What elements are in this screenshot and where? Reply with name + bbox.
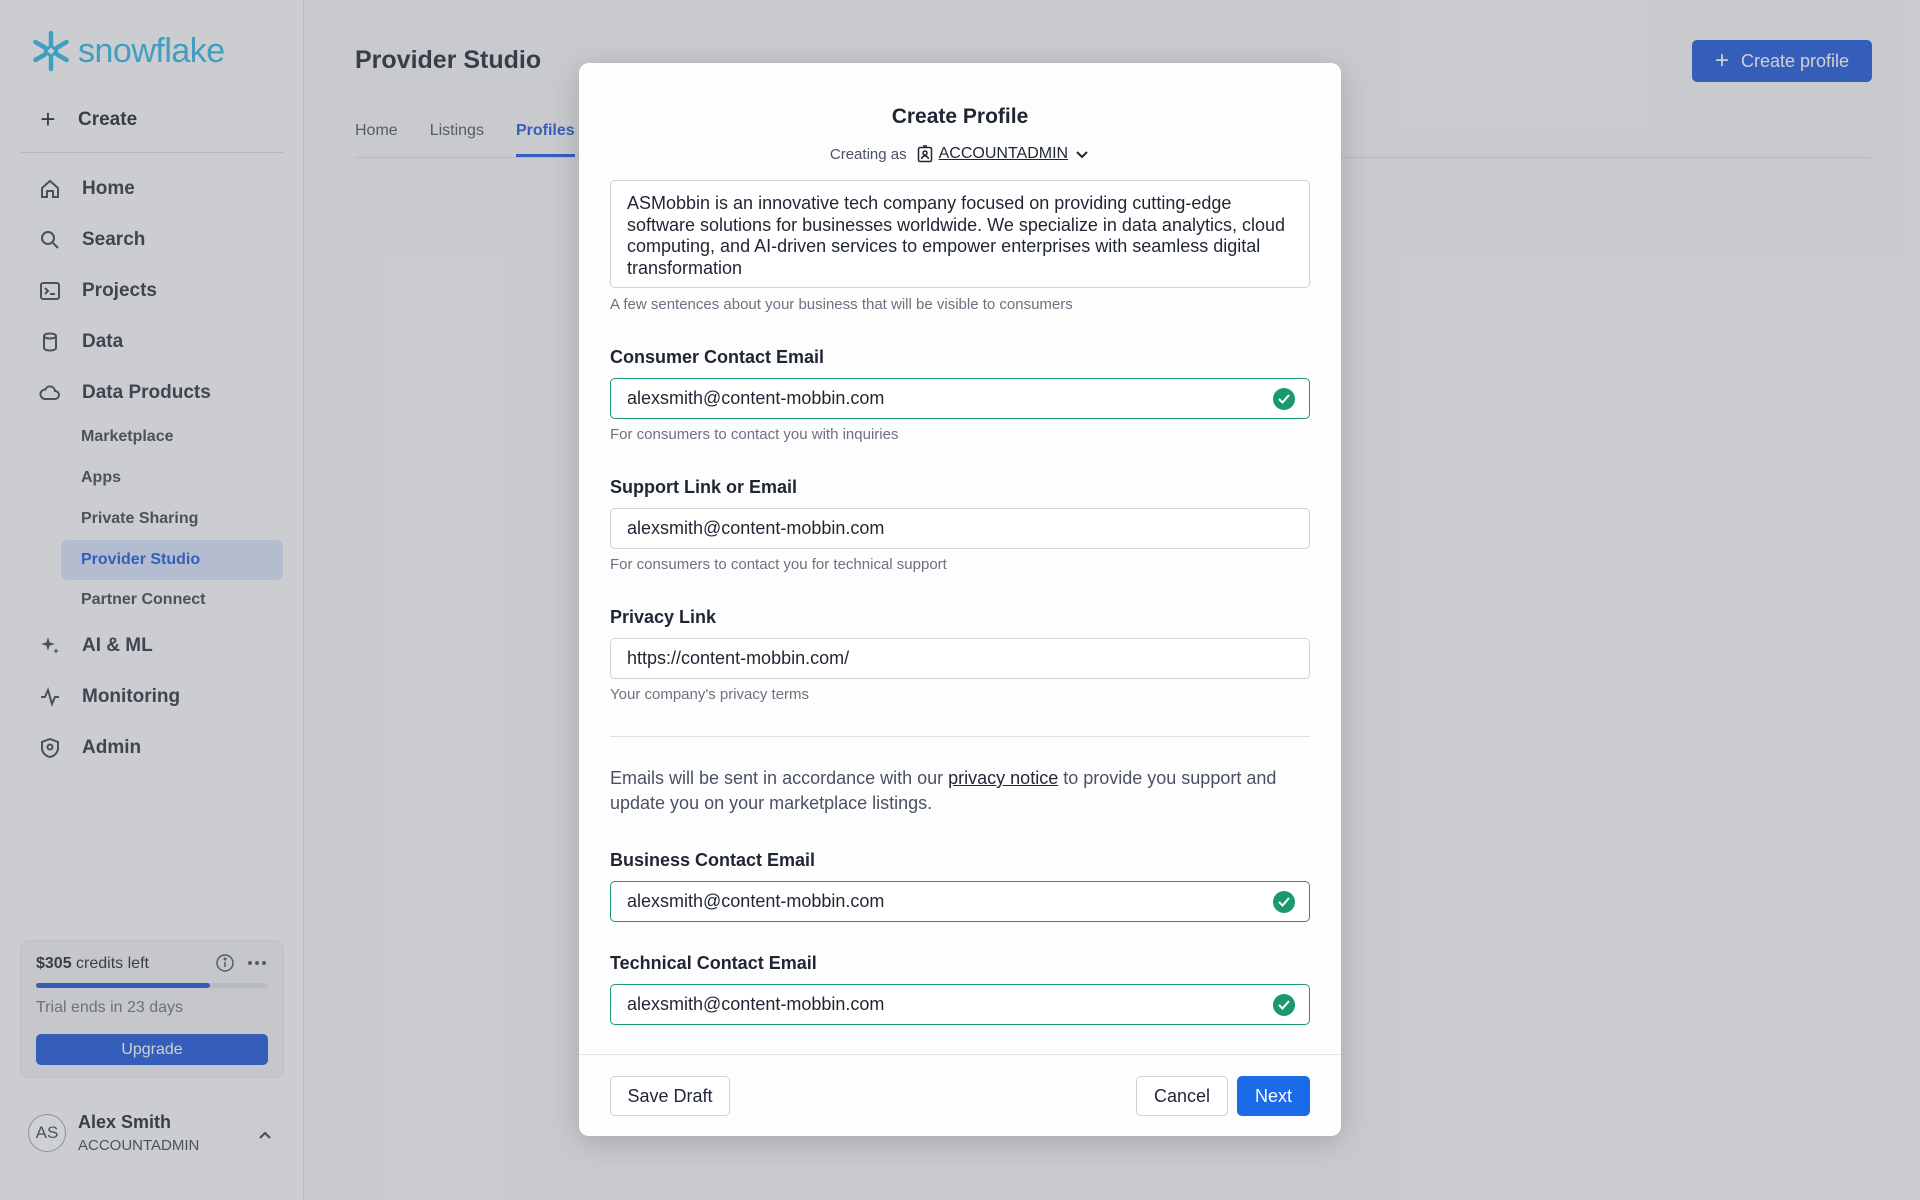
- create-profile-label: Create profile: [1740, 50, 1850, 71]
- chevron-down-icon: [1074, 146, 1090, 162]
- next-button[interactable]: Next: [1237, 1076, 1310, 1116]
- sidebar-sub-partner-connect[interactable]: Partner Connect: [81, 591, 206, 608]
- create-profile-modal: [579, 63, 1341, 1136]
- sidebar-item-label: Home: [82, 178, 135, 199]
- modal-divider: [610, 736, 1310, 737]
- consumer-email-field[interactable]: [610, 378, 1310, 419]
- plus-icon: +: [1714, 47, 1729, 74]
- modal-title: Create Profile: [891, 105, 1029, 128]
- check-circle-icon: [1273, 891, 1295, 913]
- user-role: ACCOUNTADMIN: [78, 1137, 200, 1154]
- sidebar-item-label: AI & ML: [82, 635, 153, 656]
- support-help: For consumers to contact you for technical support: [610, 556, 947, 573]
- sidebar-item-label: Projects: [82, 280, 157, 301]
- creating-as: [579, 145, 1341, 163]
- sidebar-item-label: Search: [82, 229, 146, 250]
- create-label: Create: [78, 108, 138, 130]
- cancel-button[interactable]: Cancel: [1136, 1076, 1228, 1116]
- check-circle-icon: [1273, 994, 1295, 1016]
- upgrade-button[interactable]: Upgrade: [36, 1034, 268, 1065]
- sidebar-sub-private-sharing[interactable]: Private Sharing: [81, 510, 199, 527]
- tab-profiles[interactable]: Profiles: [516, 122, 575, 157]
- privacy-help: Your company's privacy terms: [610, 686, 810, 703]
- technical-email-field[interactable]: [610, 984, 1310, 1025]
- sidebar-item-label: Admin: [82, 737, 142, 758]
- technical-email-value: alexsmith@content-mobbin.com: [627, 994, 885, 1014]
- consumer-email-help: For consumers to contact you with inquiries: [610, 426, 899, 443]
- tab-listings[interactable]: Listings: [429, 122, 484, 139]
- modal-footer-divider: [579, 1054, 1341, 1055]
- creating-as-label: Creating as: [829, 145, 907, 163]
- sidebar-sub-apps[interactable]: Apps: [81, 469, 121, 486]
- credits-suffix: credits left: [76, 955, 149, 972]
- description-textarea[interactable]: ASMobbin is an innovative tech company focused on providing cutting-edge software solutions for businesses worldwide. We specialize in data analytics, cloud computing, and AI-driven services to empower enterprises with seamless digital transformation: [610, 180, 1310, 288]
- credits-amount: $305: [36, 955, 72, 972]
- privacy-label: Privacy Link: [610, 607, 717, 627]
- sidebar-sub-provider-studio[interactable]: Provider Studio: [61, 540, 283, 580]
- consumer-email-label: Consumer Contact Email: [610, 347, 825, 367]
- business-email-value: alexsmith@content-mobbin.com: [627, 891, 885, 911]
- privacy-notice-text: [610, 766, 1310, 816]
- save-draft-button[interactable]: Save Draft: [610, 1076, 730, 1116]
- support-field[interactable]: alexsmith@content-mobbin.com: [610, 508, 1310, 549]
- trial-text: Trial ends in 23 days: [36, 999, 184, 1016]
- business-email-label: Business Contact Email: [610, 850, 816, 870]
- sidebar-sub-marketplace[interactable]: Marketplace: [81, 428, 174, 445]
- tab-home[interactable]: Home: [355, 122, 398, 139]
- role-selector[interactable]: [917, 145, 1090, 163]
- sidebar-item-label: Data Products: [82, 382, 211, 403]
- technical-email-label: Technical Contact Email: [610, 953, 817, 973]
- page-title: Provider Studio: [355, 46, 542, 74]
- notice-text-before: Emails will be sent in accordance with our: [610, 768, 949, 788]
- user-name: Alex Smith: [78, 1112, 172, 1132]
- sidebar-item-label: Monitoring: [82, 686, 181, 707]
- business-email-field[interactable]: [610, 881, 1310, 922]
- consumer-email-value: alexsmith@content-mobbin.com: [627, 388, 885, 408]
- support-label: Support Link or Email: [610, 477, 798, 497]
- privacy-field[interactable]: https://content-mobbin.com/: [610, 638, 1310, 679]
- id-badge-icon: [917, 145, 933, 163]
- avatar: AS: [28, 1114, 66, 1152]
- notice-text-after: to provide you support and update you on your marketplace listings.: [610, 768, 1277, 813]
- sidebar-item-label: Data: [82, 331, 124, 352]
- plus-icon: +: [40, 104, 56, 134]
- logo-text: snowflake: [78, 31, 225, 70]
- description-help: A few sentences about your business that will be visible to consumers: [610, 296, 1073, 313]
- check-circle-icon: [1273, 388, 1295, 410]
- privacy-notice-link[interactable]: privacy notice: [948, 768, 1059, 788]
- role-name: ACCOUNTADMIN: [938, 145, 1069, 162]
